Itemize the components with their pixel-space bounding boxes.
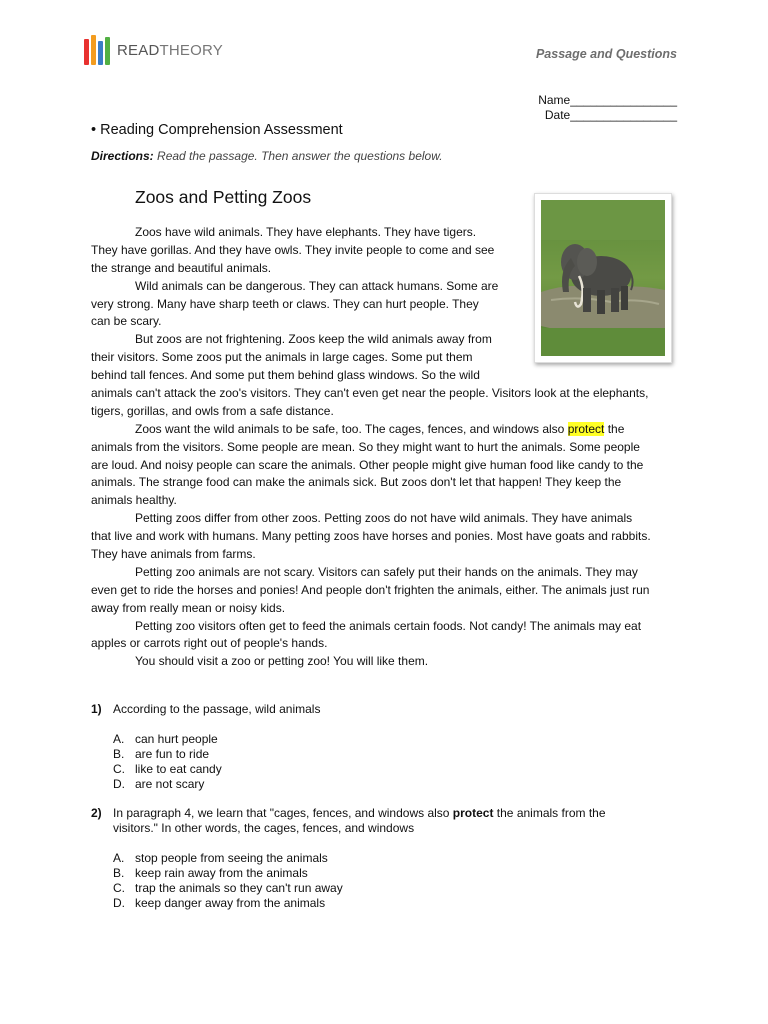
passage-title: Zoos and Petting Zoos <box>135 187 312 207</box>
passage-line: very strong. Many have sharp teeth or claws. They can hurt people. They <box>91 296 479 311</box>
passage-and-questions-label: Passage and Questions <box>535 47 677 61</box>
answer-option[interactable]: C. like to eat candy <box>113 762 222 776</box>
question-number: 1) <box>91 702 102 716</box>
passage-line: animals. The strange food can make the animals sick. But zoos don't let that happen! They keep the <box>91 475 622 490</box>
passage-line: They have gorillas. And they have owls. They invite people to come and see <box>91 242 495 257</box>
readtheory-logo <box>84 34 223 66</box>
question-text: In paragraph 4, we learn that "cages, fences, and windows also protect the animals from the visitors." In other words, the cages, fences, and windows <box>113 806 606 835</box>
passage-line: even get to ride the horses and ponies! And people don't frighten the animals, either. The animals just run <box>91 582 650 597</box>
passage-line: animals can't attack the zoo's visitors. They can't even get near the people. Visitors look at the elephants, <box>91 386 649 401</box>
passage-line: are loud. And noisy people can scare the animals. Other people might give human food like candy to the <box>91 457 644 472</box>
answer-option[interactable]: D. keep danger away from the animals <box>113 896 326 910</box>
passage-line: away from really mean or noisy kids. <box>91 600 286 615</box>
answer-options <box>113 732 222 792</box>
passage-line: Zoos have wild animals. They have elephants. They have tigers. <box>135 225 477 239</box>
passage-line: animals from the visitors. Some people are mean. So they might want to hurt the animals. Some people <box>91 439 640 454</box>
name-field: Name________________ <box>538 93 677 107</box>
passage-line: tigers, gorillas, and owls from a safe distance. <box>91 403 334 418</box>
passage-line: You should visit a zoo or petting zoo! You will like them. <box>135 654 429 669</box>
answer-option[interactable]: C. trap the animals so they can't run away <box>113 881 343 895</box>
passage-body <box>91 224 651 671</box>
passage-line: animals healthy. <box>91 493 177 508</box>
logo-wordmark: READTHEORY <box>117 41 223 59</box>
passage-line: apples or carrots right out of people's hands. <box>91 636 328 651</box>
passage-line: can be scary. <box>91 314 162 329</box>
books-icon <box>84 35 112 65</box>
passage-line: behind tall fences. And some put them behind glass windows. So the wild <box>91 368 480 383</box>
passage-line: Petting zoo visitors often get to feed the animals certain foods. Not candy! The animals may eat <box>135 618 642 633</box>
question-text: According to the passage, wild animals <box>113 702 321 716</box>
passage-line: that live and work with humans. Many petting zoos have horses and ponies. Most have goats and rabbits. <box>91 529 651 544</box>
question-number: 2) <box>91 806 102 820</box>
passage-line: Petting zoo animals are not scary. Visitors can safely put their hands on the animals. They may <box>135 564 638 579</box>
passage-line: Wild animals can be dangerous. They can attack humans. Some are <box>135 278 499 293</box>
answer-option[interactable]: A. stop people from seeing the animals <box>113 851 328 865</box>
passage-line: Petting zoos differ from other zoos. Petting zoos do not have wild animals. They have animals <box>135 511 633 526</box>
answer-option[interactable]: B. are fun to ride <box>113 747 210 761</box>
passage-line: But zoos are not frightening. Zoos keep the wild animals away from <box>135 332 492 347</box>
passage-line: Zoos want the wild animals to be safe, too. The cages, fences, and windows also protect the <box>135 421 625 436</box>
passage-line: the strange and beautiful animals. <box>91 260 272 275</box>
answer-option[interactable]: A. can hurt people <box>113 732 218 746</box>
directions: Directions: Read the passage. Then answer the questions below. <box>91 149 443 163</box>
name-date-fields <box>538 93 677 123</box>
answer-option[interactable]: D. are not scary <box>113 777 205 791</box>
date-field: Date________________ <box>544 108 677 122</box>
answer-option[interactable]: B. keep rain away from the animals <box>113 866 308 880</box>
assessment-heading: • Reading Comprehension Assessment <box>91 122 343 138</box>
passage-line: They have animals from farms. <box>91 547 256 562</box>
answer-options <box>113 851 343 911</box>
bold-word-protect: protect <box>452 806 494 820</box>
highlighted-word-protect: protect <box>567 421 605 436</box>
passage-line: their visitors. Some zoos put the animals in large cages. Some put them <box>91 350 473 365</box>
